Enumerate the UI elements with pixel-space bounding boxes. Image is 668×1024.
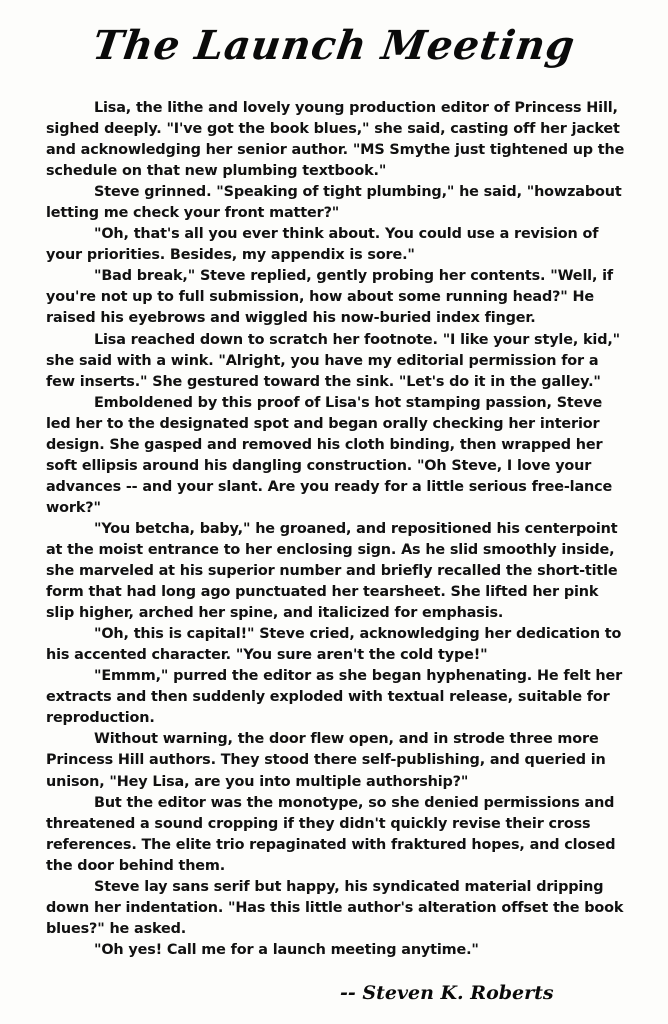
paragraph: "Oh yes! Call me for a launch meeting anytime.": [94, 941, 479, 958]
paragraph: "Oh, this is capital!" Steve cried, acknowledging her dedication to his accented character. "You sure aren't the cold type!": [46, 626, 622, 664]
paragraph: Lisa reached down to scratch her footnote. "I like your style, kid," she said with a wink. "Alright, you have my editorial permission for a few inserts." She gestured toward the sink. "Let's do it in the galley.": [46, 331, 621, 390]
paragraph: "Emmm," purred the editor as she began hyphenating. He felt her extracts and then suddenly exploded with textual release, suitable for reproduction.: [46, 668, 623, 727]
paragraph: Emboldened by this proof of Lisa's hot stamping passion, Steve led her to the designated spot and began orally checking her interior design. She gasped and removed his cloth binding, then wrapped her soft ellipsis around his dangling construction. "Oh Steve, I love your advances -- and your slant. Are you ready for a little serious free-lance work?": [46, 394, 613, 516]
paragraph: Lisa, the lithe and lovely young production editor of Princess Hill, sighed deeply. "I've got the book blues," she said, casting off her jacket and acknowledging her senior author. "MS Smythe just tightened up the schedule on that new plumbing textbook.": [46, 100, 625, 180]
paragraph: Steve grinned. "Speaking of tight plumbing," he said, "howzabout letting me check your front matter?": [46, 184, 622, 222]
paragraph: "Bad break," Steve replied, gently probing her contents. "Well, if you're not up to full submission, how about some running head?" He raised his eyebrows and wiggled his now-buried index finger.: [46, 268, 614, 327]
author-signature: -- Steven K. Roberts: [340, 982, 554, 1004]
paragraph: "You betcha, baby," he groaned, and repositioned his centerpoint at the moist entrance to her enclosing sign. As he slid smoothly inside, she marveled at his superior number and briefly recalled the short-title form that had long ago punctuated her tearsheet. She lifted her pink slip higher, arched her spine, and italicized for emphasis.: [46, 520, 618, 622]
page-title: The Launch Meeting: [89, 22, 579, 69]
paragraph: Without warning, the door flew open, and in strode three more Princess Hill authors. They stood there self-publishing, and queried in unison, "Hey Lisa, are you into multiple authorship?": [46, 731, 606, 790]
paragraph: "Oh, that's all you ever think about. You could use a revision of your priorities. Besides, my appendix is sore.": [46, 226, 599, 264]
story-body: [46, 98, 626, 961]
paragraph: But the editor was the monotype, so she denied permissions and threatened a sound cropping if they didn't quickly revise their cross references. The elite trio repaginated with fraktured hopes, and closed the door behind them.: [46, 794, 616, 874]
paragraph: Steve lay sans serif but happy, his syndicated material dripping down her indentation. "Has this little author's alteration offset the book blues?" he asked.: [46, 878, 624, 937]
